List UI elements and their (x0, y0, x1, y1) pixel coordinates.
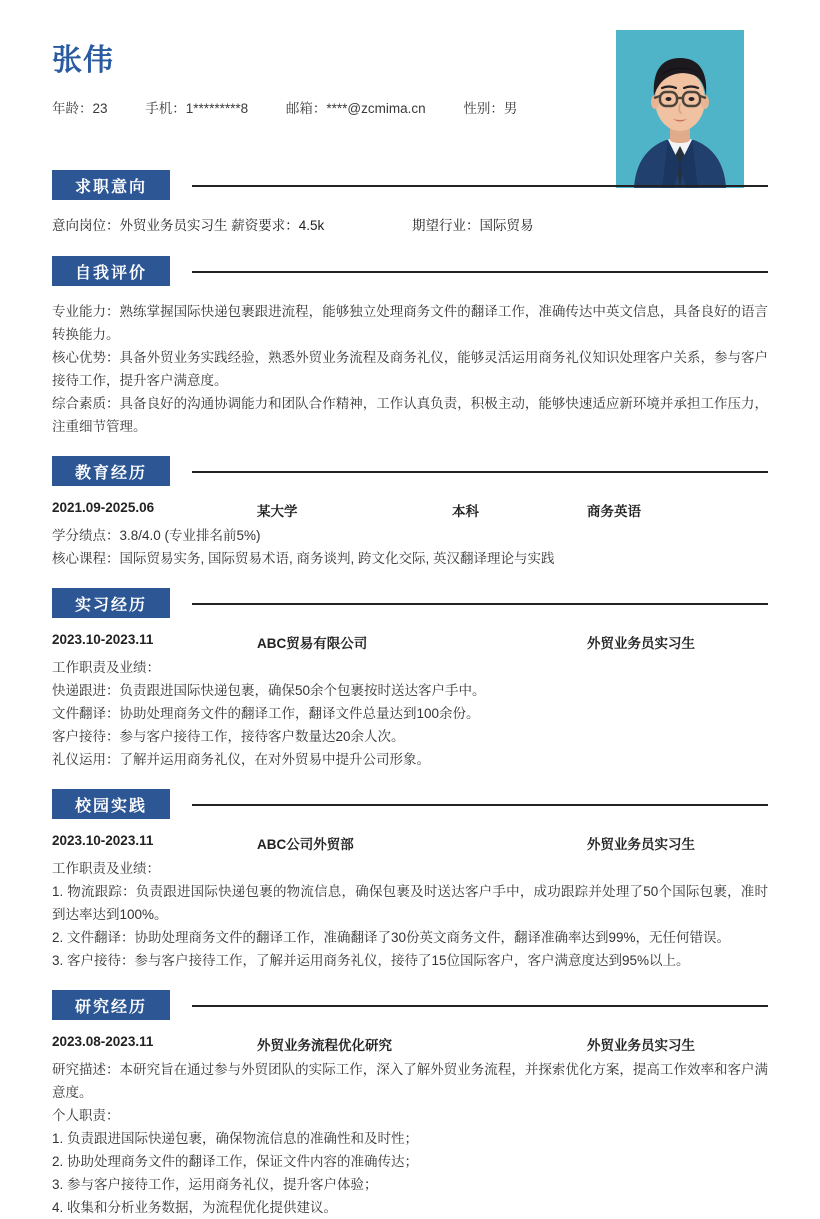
contact-gender (463, 97, 517, 117)
spacer (0, 972, 820, 990)
education-gpa: 学分绩点：3.8/4.0 (专业排名前5%) (52, 528, 261, 543)
spacer (0, 570, 820, 588)
contact-gender-value: 男 (503, 101, 518, 116)
section-header-research (52, 990, 768, 1024)
section-header-self-evaluation (52, 256, 768, 290)
job-intent-industry: 期望行业：国际贸易 (412, 218, 534, 233)
research-role: 外贸业务员实习生 (587, 1038, 695, 1053)
contact-age-value: 23 (92, 101, 108, 116)
internship-entry-row (52, 632, 768, 654)
research-detail: 1. 负责跟进国际快递包裹，确保物流信息的准确性和及时性； (52, 1131, 419, 1146)
internship-subtitle: 工作职责及业绩： (52, 660, 160, 675)
research-description: 研究描述：本研究旨在通过参与外贸团队的实际工作，深入了解外贸业务流程，并探索优化方案，提高工作效率和客户满意度。 (52, 1062, 768, 1100)
contact-age-label: 年龄： (52, 101, 93, 116)
internship-detail: 快递跟进：负责跟进国际快递包裹，确保50余个包裹按时送达客户手中。 (52, 683, 486, 698)
education-date: 2021.09-2025.06 (52, 500, 155, 515)
education-major: 商务英语 (587, 504, 641, 519)
research-detail: 2. 协助处理商务文件的翻译工作，保证文件内容的准确传达； (52, 1154, 419, 1169)
contact-phone (145, 97, 248, 117)
internship-detail: 客户接待：参与客户接待工作，接待客户数量达20余人次。 (52, 729, 405, 744)
section-header-job-intent (52, 170, 768, 204)
education-courses: 核心课程：国际贸易实务, 国际贸易术语, 商务谈判, 跨文化交际, 英汉翻译理论与实践 (52, 551, 555, 566)
section-title-internship: 实习经历 (52, 588, 170, 618)
section-header-campus-practice (52, 789, 768, 823)
contact-phone-value: 1*********8 (185, 101, 249, 116)
contact-email-value: ****@zcmima.cn (326, 101, 426, 116)
section-job-intent (0, 170, 820, 236)
self-eval-paragraph: 综合素质：具备良好的沟通协调能力和团队合作精神，工作认真负责，积极主动，能够快速适应新环境并承担工作压力，注重细节管理。 (52, 396, 768, 434)
profile-photo (616, 30, 744, 188)
section-education (0, 456, 820, 570)
section-title-research: 研究经历 (52, 990, 170, 1020)
education-degree: 本科 (452, 504, 479, 519)
campus-entry-row (52, 833, 768, 855)
spacer (0, 771, 820, 789)
section-rule (192, 1005, 768, 1007)
self-eval-paragraph: 核心优势：具备外贸业务实践经验，熟悉外贸业务流程及商务礼仪，能够灵活运用商务礼仪知识处理客户关系，参与客户接待工作，提升客户满意度。 (52, 350, 768, 388)
section-rule (192, 185, 768, 187)
research-detail: 4. 收集和分析业务数据，为流程优化提供建议。 (52, 1200, 338, 1215)
contact-email (286, 97, 426, 117)
campus-detail: 3. 客户接待：参与客户接待工作，了解并运用商务礼仪，接待了15位国际客户，客户满意度达到95%以上。 (52, 953, 690, 968)
campus-detail: 2. 文件翻译：协助处理商务文件的翻译工作，准确翻译了30份英文商务文件，翻译准确率达到99%，无任何错误。 (52, 930, 731, 945)
internship-date: 2023.10-2023.11 (52, 632, 154, 647)
education-school: 某大学 (257, 504, 298, 519)
section-research (0, 990, 820, 1219)
campus-role: 外贸业务员实习生 (587, 837, 695, 852)
section-self-evaluation (0, 256, 820, 438)
section-title-job-intent: 求职意向 (52, 170, 170, 200)
research-entry-row (52, 1034, 768, 1056)
research-subtitle: 个人职责： (52, 1108, 120, 1123)
section-header-internship (52, 588, 768, 622)
contact-gender-label: 性别： (463, 101, 504, 116)
section-header-education (52, 456, 768, 490)
internship-detail: 文件翻译：协助处理商务文件的翻译工作，翻译文件总量达到100余份。 (52, 706, 480, 721)
campus-company: ABC公司外贸部 (257, 837, 354, 852)
research-detail: 3. 参与客户接待工作，运用商务礼仪，提升客户体验； (52, 1177, 378, 1192)
section-rule (192, 603, 768, 605)
self-eval-paragraph: 专业能力：熟练掌握国际快递包裹跟进流程，能够独立处理商务文件的翻译工作，准确传达中英文信息，具备良好的语言转换能力。 (52, 304, 768, 342)
internship-role: 外贸业务员实习生 (587, 636, 695, 651)
portrait-illustration (616, 30, 744, 188)
internship-company: ABC贸易有限公司 (257, 636, 368, 651)
section-rule (192, 471, 768, 473)
research-date: 2023.08-2023.11 (52, 1034, 154, 1049)
resume-header (0, 0, 820, 170)
page-title: 张伟 (52, 44, 114, 77)
section-rule (192, 804, 768, 806)
campus-date: 2023.10-2023.11 (52, 833, 154, 848)
education-entry-row (52, 500, 768, 522)
spacer (0, 238, 820, 256)
spacer (0, 438, 820, 456)
section-internship (0, 588, 820, 771)
contact-email-label: 邮箱： (285, 101, 327, 116)
contact-age (52, 97, 108, 117)
job-intent-row (52, 214, 768, 236)
section-title-education: 教育经历 (52, 456, 170, 486)
section-title-self-evaluation: 自我评价 (52, 256, 170, 286)
contact-phone-label: 手机： (145, 101, 186, 116)
campus-detail: 1. 物流跟踪：负责跟进国际快递包裹的物流信息，确保包裹及时送达客户手中，成功跟踪并处理了50个国际包裹，准时到达率达到100%。 (52, 884, 768, 922)
internship-detail: 礼仪运用：了解并运用商务礼仪，在对外贸易中提升公司形象。 (52, 752, 430, 767)
section-title-campus-practice: 校园实践 (52, 789, 170, 819)
campus-subtitle: 工作职责及业绩： (52, 861, 160, 876)
research-topic: 外贸业务流程优化研究 (257, 1038, 392, 1053)
job-intent-position: 意向岗位：外贸业务员实习生 薪资要求：4.5k (52, 218, 325, 233)
section-campus-practice (0, 789, 820, 972)
section-rule (192, 271, 768, 273)
